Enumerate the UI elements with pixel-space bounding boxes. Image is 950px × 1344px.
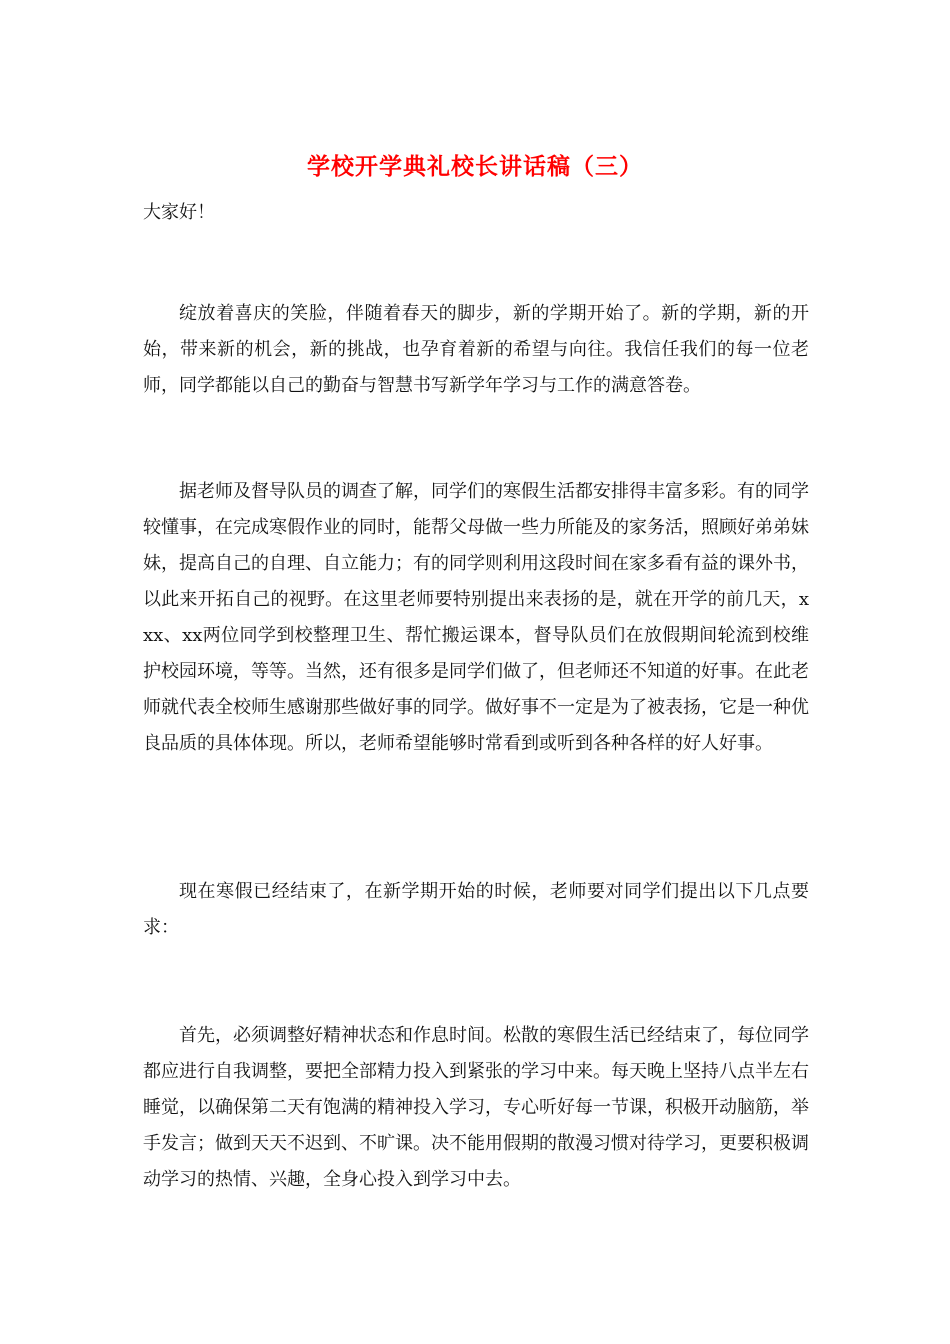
paragraph-opening: 绽放着喜庆的笑脸，伴随着春天的脚步，新的学期开始了。新的学期，新的开始，带来新的机会，新的挑战，也孕育着新的希望与向往。我信任我们的每一位老师，同学都能以自己的勤奋与智慧书写新学年学习与工作的满意答卷。 (143, 303, 809, 396)
paragraph-winter-break: 据老师及督导队员的调查了解，同学们的寒假生活都安排得丰富多彩。有的同学较懂事，在完成寒假作业的同时，能帮父母做一些力所能及的家务活，照顾好弟弟妹妹，提高自己的自理、自立能力；有的同学则利用这段时间在家多看有益的课外书，以此来开拓自己的视野。在这里老师要特别提出来表扬的是，就在开学的前几天，xxx、xx两位同学到校整理卫生、帮忙搬运课本，督导队员们在放假期间轮流到校维护校园环境，等等。当然，还有很多是同学们做了，但老师还不知道的好事。在此老师就代表全校师生感谢那些做好事的同学。做好事不一定是为了被表扬，它是一种优良品质的具体体现。所以，老师希望能够时常看到或听到各种各样的好人好事。 (143, 481, 809, 754)
paragraph-first-requirement: 首先，必须调整好精神状态和作息时间。松散的寒假生活已经结束了，每位同学都应进行自我调整，要把全部精力投入到紧张的学习中来。每天晚上坚持八点半左右睡觉，以确保第二天有饱满的精神投入学习，专心听好每一节课，积极开动脑筋，举手发言；做到天天不迟到、不旷课。决不能用假期的散漫习惯对待学习，更要积极调动学习的热情、兴趣，全身心投入到学习中去。 (143, 1025, 809, 1190)
document-title: 学校开学典礼校长讲话稿（三） (307, 153, 643, 180)
paragraph-requirements-intro: 现在寒假已经结束了，在新学期开始的时候，老师要对同学们提出以下几点要求： (143, 881, 809, 938)
greeting: 大家好！ (143, 202, 215, 223)
